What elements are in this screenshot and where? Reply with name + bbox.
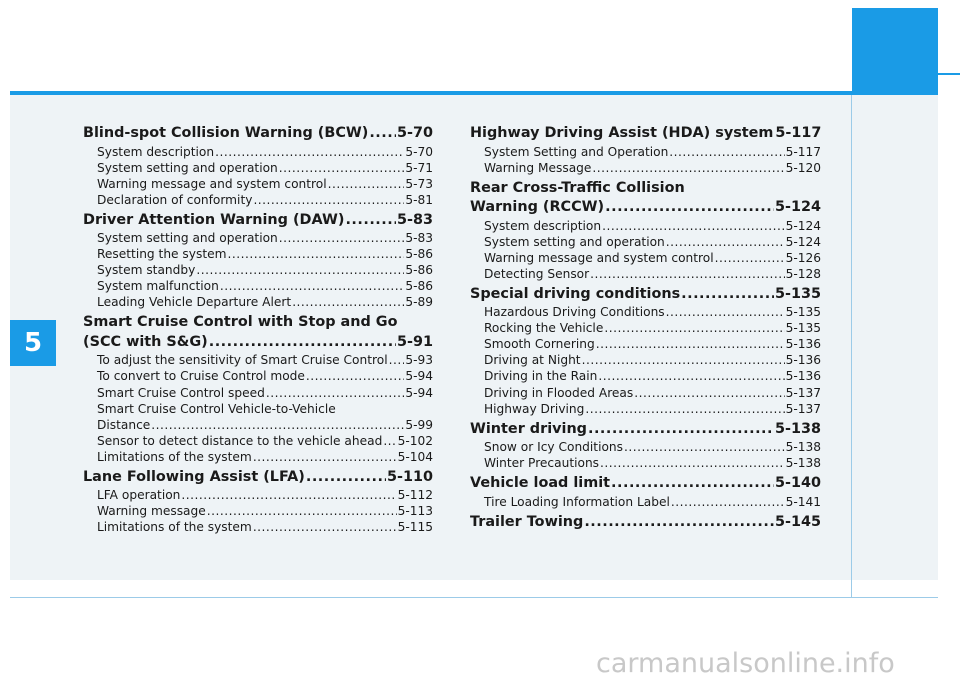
toc-subsection-entry[interactable] [83,262,433,278]
toc-section-entry[interactable] [83,124,433,144]
toc-entry-title: Driver Attention Warning (DAW) [83,211,345,228]
toc-entry-title: Snow or Icy Conditions [484,440,623,455]
toc-subsection-entry[interactable] [470,439,821,455]
margin-line [851,95,852,598]
toc-section-entry[interactable] [83,468,433,488]
watermark: carmanualsonline.info [596,648,895,679]
dot-leader [588,420,774,440]
toc-page-number: 5-138 [785,440,821,455]
dot-leader [671,494,785,510]
dot-leader [328,176,405,192]
toc-subsection-entry[interactable] [83,144,433,160]
toc-entry-title: To convert to Cruise Control mode [97,369,305,384]
toc-entry-title: Winter driving [470,420,587,437]
toc-subsection-entry[interactable] [470,250,821,266]
toc-entry-title: Blind-spot Collision Warning (BCW) [83,125,369,141]
toc-entry-title: To adjust the sensitivity of Smart Cruise Control [97,353,388,368]
toc-subsection-entry[interactable] [83,230,433,246]
toc-entry-title: Limitations of the system [97,520,252,535]
toc-subsection-entry[interactable] [470,144,821,160]
chapter-color-block [852,8,938,108]
toc-subsection-entry[interactable] [470,368,821,384]
toc-page-number: 5-124 [785,234,821,249]
dot-leader [279,160,405,176]
footer-rule [10,597,938,598]
toc-subsection-entry[interactable] [470,455,821,471]
toc-entry-title: Smooth Cornering [484,337,595,352]
toc-subsection-entry[interactable] [83,176,433,192]
toc-entry-title: Driving in Flooded Areas [484,385,634,400]
toc-entry-title: Driving in the Rain [484,369,598,384]
toc-entry-title: System setting and operation [484,234,665,249]
toc-page-number: 5-112 [397,488,433,503]
dot-leader [590,266,784,282]
toc-entry-title: Highway Driving Assist (HDA) system [470,125,774,141]
toc-entry-title: Warning message [97,504,206,519]
dot-leader [715,250,785,266]
toc-entry-title: System Setting and Operation [484,144,669,159]
toc-entry-title: Warning (RCCW) [470,199,605,216]
dot-leader [151,417,404,433]
toc-section-entry[interactable] [470,124,821,144]
toc-page-number: 5-117 [775,125,822,141]
dot-leader [279,230,405,246]
dot-leader [666,304,785,320]
toc-subsection-entry[interactable] [83,278,433,294]
toc-entry-title: Resetting the system [97,247,227,262]
toc-entry-title: (SCC with S&G) [83,333,208,350]
toc-subsection-entry[interactable] [470,218,821,234]
toc-entry-title: System description [484,218,602,233]
dot-leader [196,262,404,278]
toc-entry-title: Warning Message [484,160,592,175]
dot-leader [666,234,785,250]
dot-leader [602,218,784,234]
dot-leader [369,124,396,144]
dot-leader [605,198,774,218]
toc-entry-title: System setting and operation [97,160,278,175]
toc-subsection-entry[interactable] [83,246,433,262]
dot-leader [611,474,774,494]
toc-entry-title: Trailer Towing [470,513,584,530]
chapter-number-tab[interactable] [10,320,56,366]
toc-entry-title: Winter Precautions [484,456,600,471]
dot-leader [207,503,397,519]
toc-subsection-entry[interactable] [83,519,433,535]
dot-leader [681,285,774,305]
dot-leader [600,455,785,471]
toc-entry-title: Warning message and system control [484,250,714,265]
dot-leader [634,385,784,401]
toc-page-number: 5-135 [774,285,821,302]
toc-page-number: 5-83 [396,211,433,228]
toc-subsection-entry[interactable] [470,320,821,336]
dot-leader [253,192,404,208]
toc-subsection-entry[interactable] [83,368,433,384]
toc-section-entry[interactable] [470,474,821,494]
toc-subsection-entry[interactable] [83,160,433,176]
dot-leader [624,439,785,455]
dot-leader [345,211,396,231]
header-rule-right [938,73,960,75]
toc-page-number: 5-102 [397,433,433,448]
dot-leader [209,333,396,353]
toc-page-number: 5-86 [405,263,433,278]
toc-page-number: 5-81 [405,192,433,207]
toc-page-number: 5-93 [405,353,433,368]
toc-entry-title-line[interactable]: Smart Cruise Control Vehicle-to-Vehicle [97,401,336,416]
toc-entry-title: Sensor to detect distance to the vehicle ahead [97,433,383,448]
toc-page-number: 5-110 [386,468,433,485]
toc-page-number: 5-138 [785,456,821,471]
toc-subsection-entry[interactable] [83,487,433,503]
toc-page-number: 5-115 [397,520,433,535]
toc-entry-title-line[interactable]: Rear Cross-Traffic Collision [470,179,685,196]
dot-leader [253,449,397,465]
toc-section-entry[interactable] [470,198,821,218]
toc-page-number: 5-86 [405,247,433,262]
dot-leader [604,320,784,336]
toc-subsection-entry[interactable] [470,401,821,417]
toc-subsection-entry[interactable] [83,192,433,208]
toc-page-number: 5-136 [785,369,821,384]
toc-page-number: 5-71 [405,160,433,175]
toc-page-number: 5-120 [785,160,821,175]
toc-entry-title: System description [97,144,215,159]
toc-entry-title: Hazardous Driving Conditions [484,305,665,320]
toc-subsection-entry[interactable] [470,266,821,282]
dot-leader [585,401,784,417]
dot-leader [306,368,404,384]
toc-page-number: 5-135 [785,305,821,320]
dot-leader [220,278,404,294]
toc-page-number: 5-137 [785,385,821,400]
dot-leader [215,144,404,160]
toc-subsection-entry[interactable] [83,503,433,519]
toc-page-number: 5-113 [397,504,433,519]
toc-subsection-entry[interactable] [83,433,433,449]
toc-entry-title: System malfunction [97,279,219,294]
toc-entry-title: Lane Following Assist (LFA) [83,468,305,485]
dot-leader [584,513,774,533]
toc-subsection-entry[interactable] [470,160,821,176]
dot-leader [582,352,785,368]
toc-page-number: 5-140 [774,475,821,492]
toc-entry-title-line[interactable]: Smart Cruise Control with Stop and Go [83,314,398,331]
chapter-number: 5 [23,328,43,358]
toc-entry-title: Leading Vehicle Departure Alert [97,295,292,310]
toc-entry-title: Distance [97,417,151,432]
toc-page-number: 5-145 [774,513,821,530]
toc-entry-title: Detecting Sensor [484,266,590,281]
toc-page-number: 5-70 [405,144,433,159]
toc-page-number: 5-138 [774,420,821,437]
toc-entry-title: Driving at Night [484,353,581,368]
toc-entry-title: Vehicle load limit [470,475,611,492]
toc-page-number: 5-83 [405,231,433,246]
toc-page-number: 5-70 [396,125,433,141]
dot-leader [389,352,405,368]
toc-subsection-entry[interactable] [83,294,433,310]
toc-entry-title: Declaration of conformity [97,192,253,207]
toc-subsection-entry[interactable] [470,336,821,352]
toc-page-number: 5-91 [396,333,433,350]
toc-left-column [83,124,433,535]
toc-subsection-entry[interactable] [83,385,433,401]
toc-subsection-entry[interactable] [470,385,821,401]
toc-page-number: 5-86 [405,279,433,294]
dot-leader [306,468,386,488]
toc-page-number: 5-136 [785,353,821,368]
toc-subsection-entry[interactable] [83,449,433,465]
dot-leader [669,144,784,160]
toc-page-number: 5-137 [785,401,821,416]
toc-page-number: 5-104 [397,449,433,464]
dot-leader [253,519,397,535]
toc-page-number: 5-94 [405,385,433,400]
toc-subsection-entry[interactable] [470,352,821,368]
toc-subsection-entry[interactable] [470,494,821,510]
toc-section-entry[interactable] [470,513,821,533]
toc-section-entry[interactable] [470,420,821,440]
dot-leader [598,368,784,384]
toc-page-number: 5-124 [774,199,821,216]
toc-entry-title: Limitations of the system [97,449,252,464]
toc-page-number: 5-136 [785,337,821,352]
toc-entry-title: Special driving conditions [470,285,681,302]
dot-leader [181,487,396,503]
toc-section-entry[interactable] [470,285,821,305]
toc-page-number: 5-141 [785,494,821,509]
dot-leader [227,246,404,262]
toc-right-column [470,124,821,532]
toc-page-number: 5-89 [405,295,433,310]
toc-entry-title: Rocking the Vehicle [484,321,604,336]
toc-section-entry[interactable] [83,211,433,231]
toc-entry-title: Warning message and system control [97,176,327,191]
dot-leader [592,160,784,176]
toc-section-entry[interactable] [83,333,433,353]
toc-subsection-entry[interactable] [470,304,821,320]
toc-page-number: 5-99 [405,417,433,432]
toc-page-number: 5-117 [785,144,821,159]
toc-subsection-entry[interactable] [470,234,821,250]
dot-leader [596,336,785,352]
toc-subsection-entry[interactable] [83,417,433,433]
dot-leader [292,294,404,310]
toc-entry-title: Highway Driving [484,401,585,416]
toc-entry-title: System standby [97,263,196,278]
toc-entry-title: System setting and operation [97,231,278,246]
toc-page-number: 5-126 [785,250,821,265]
dot-leader [266,385,404,401]
toc-page-number: 5-124 [785,218,821,233]
toc-entry-title: Smart Cruise Control speed [97,385,265,400]
dot-leader [383,433,396,449]
toc-entry-title: Tire Loading Information Label [484,494,670,509]
toc-page-number: 5-94 [405,369,433,384]
toc-page-number: 5-73 [405,176,433,191]
toc-subsection-entry[interactable] [83,352,433,368]
toc-page-number: 5-135 [785,321,821,336]
toc-entry-title: LFA operation [97,488,181,503]
toc-page-number: 5-128 [785,266,821,281]
